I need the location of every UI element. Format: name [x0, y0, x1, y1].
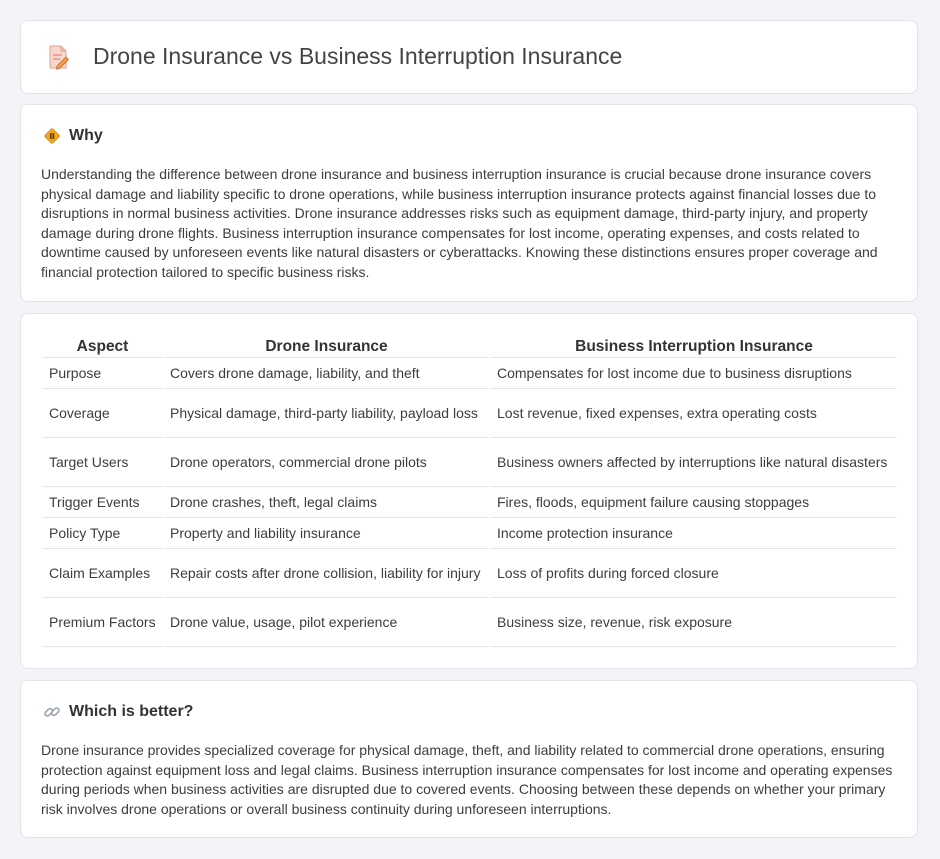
table-row: [43, 598, 897, 647]
which-better-section: [20, 680, 918, 838]
row-business: Compensates for lost income due to business disruptions: [491, 358, 897, 389]
table-header-row: [43, 336, 897, 358]
comparison-table: [41, 336, 899, 647]
row-aspect: Coverage: [43, 389, 162, 438]
row-drone: Property and liability insurance: [164, 518, 489, 549]
diamond-sign-icon: [43, 127, 61, 145]
row-business: Loss of profits during forced closure: [491, 549, 897, 598]
table-row: [43, 438, 897, 487]
page-title: Drone Insurance vs Business Interruption Insurance: [93, 43, 623, 69]
table-row: [43, 518, 897, 549]
row-drone: Covers drone damage, liability, and theft: [164, 358, 489, 389]
link-icon: [43, 703, 61, 721]
row-aspect: Trigger Events: [43, 487, 162, 518]
document-pencil-icon: [47, 44, 69, 70]
which-better-text: Drone insurance provides specialized coverage for physical damage, theft, and liability related to commercial drone operations, ensuring protection against equipment loss and legal claims. Business interruption insurance compensates for lost income and operating expenses during periods when business activities are disrupted due to covered events. Choosing between these depends on whether your primary risk involves drone operations or overall business continuity during unforeseen interruptions.: [41, 742, 893, 817]
row-drone: Drone crashes, theft, legal claims: [164, 487, 489, 518]
why-heading: Why: [69, 127, 103, 144]
row-business: Income protection insurance: [491, 518, 897, 549]
row-business: Lost revenue, fixed expenses, extra operating costs: [491, 389, 897, 438]
row-drone: Drone value, usage, pilot experience: [164, 598, 489, 647]
why-section: [20, 104, 918, 302]
row-business: Business owners affected by interruptions like natural disasters: [491, 438, 897, 487]
row-drone: Drone operators, commercial drone pilots: [164, 438, 489, 487]
why-text: Understanding the difference between drone insurance and business interruption insurance is crucial because drone insurance covers physical damage and liability specific to drone operations, while business interruption insurance protects against financial losses due to disruptions in normal business activities. Drone insurance addresses risks such as equipment damage, third-party injury, and property damage during drone flights. Business interruption insurance compensates for lost income, operating expenses, and costs related to downtime caused by unforeseen events like natural disasters or cyberattacks. Knowing these distinctions ensures proper coverage and financial protection tailored to specific business risks.: [41, 166, 878, 280]
row-aspect: Policy Type: [43, 518, 162, 549]
table-row: [43, 389, 897, 438]
row-drone: Physical damage, third-party liability, payload loss: [164, 389, 489, 438]
row-aspect: Premium Factors: [43, 598, 162, 647]
table-row: [43, 487, 897, 518]
table-row: [43, 358, 897, 389]
column-header-drone: Drone Insurance: [164, 336, 489, 358]
comparison-table-card: [20, 313, 918, 669]
row-business: Fires, floods, equipment failure causing stoppages: [491, 487, 897, 518]
table-row: [43, 549, 897, 598]
row-drone: Repair costs after drone collision, liability for injury: [164, 549, 489, 598]
column-header-business: Business Interruption Insurance: [491, 336, 897, 358]
row-aspect: Claim Examples: [43, 549, 162, 598]
which-better-heading: Which is better?: [69, 703, 194, 720]
row-aspect: Purpose: [43, 358, 162, 389]
row-business: Business size, revenue, risk exposure: [491, 598, 897, 647]
header-card: [20, 20, 918, 94]
row-aspect: Target Users: [43, 438, 162, 487]
column-header-aspect: Aspect: [43, 336, 162, 358]
